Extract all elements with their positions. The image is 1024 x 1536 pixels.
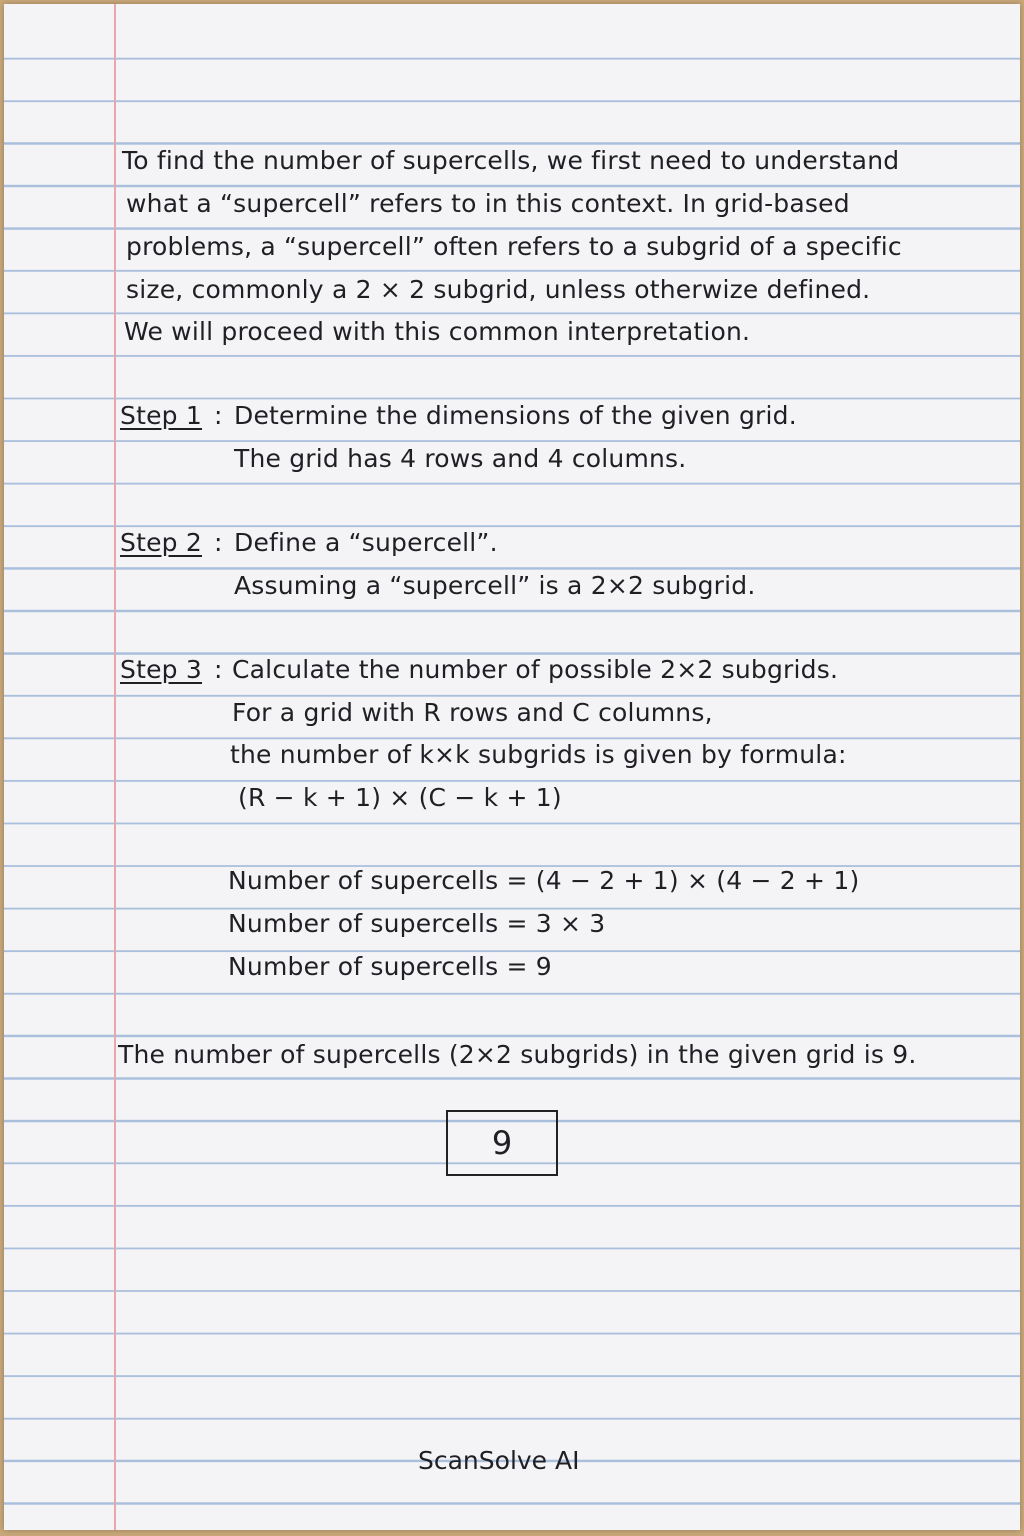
intro-line-3: problems, a “supercell” often refers to a subgrid of a specific xyxy=(126,232,902,261)
step-3-line-2: For a grid with R rows and C columns, xyxy=(232,698,713,727)
margin-line xyxy=(114,4,116,1530)
calc-line-1: Number of supercells = (4 − 2 + 1) × (4 − 2 + 1) xyxy=(228,866,860,895)
step-3-line-3: the number of k×k subgrids is given by formula: xyxy=(230,740,847,769)
step-3-line-1: Calculate the number of possible 2×2 subgrids. xyxy=(232,655,839,684)
calc-line-2: Number of supercells = 3 × 3 xyxy=(228,909,606,938)
formula: (R − k + 1) × (C − k + 1) xyxy=(238,783,562,812)
step-3-label: Step 3 xyxy=(120,655,202,684)
step-1-label: Step 1 xyxy=(120,401,202,430)
notebook-page xyxy=(4,4,1020,1530)
step-1-colon: : xyxy=(214,401,223,430)
conclusion: The number of supercells (2×2 subgrids) in the given grid is 9. xyxy=(118,1040,917,1069)
answer-box xyxy=(446,1110,558,1176)
brand-footer: ScanSolve AI xyxy=(418,1446,580,1475)
step-1-line-1: Determine the dimensions of the given grid. xyxy=(234,401,797,430)
intro-line-2: what a “supercell” refers to in this context. In grid-based xyxy=(126,189,850,218)
step-2-line-1: Define a “supercell”. xyxy=(234,528,498,557)
intro-line-5: We will proceed with this common interpretation. xyxy=(124,317,751,346)
intro-line-1: To find the number of supercells, we first need to understand xyxy=(122,146,900,175)
step-2-colon: : xyxy=(214,528,223,557)
step-2-line-2: Assuming a “supercell” is a 2×2 subgrid. xyxy=(234,571,756,600)
step-3-colon: : xyxy=(214,655,223,684)
answer-value: 9 xyxy=(491,1124,513,1162)
step-2-label: Step 2 xyxy=(120,528,202,557)
step-1-line-2: The grid has 4 rows and 4 columns. xyxy=(234,444,687,473)
intro-line-4: size, commonly a 2 × 2 subgrid, unless otherwize defined. xyxy=(126,275,871,304)
calc-line-3: Number of supercells = 9 xyxy=(228,952,552,981)
